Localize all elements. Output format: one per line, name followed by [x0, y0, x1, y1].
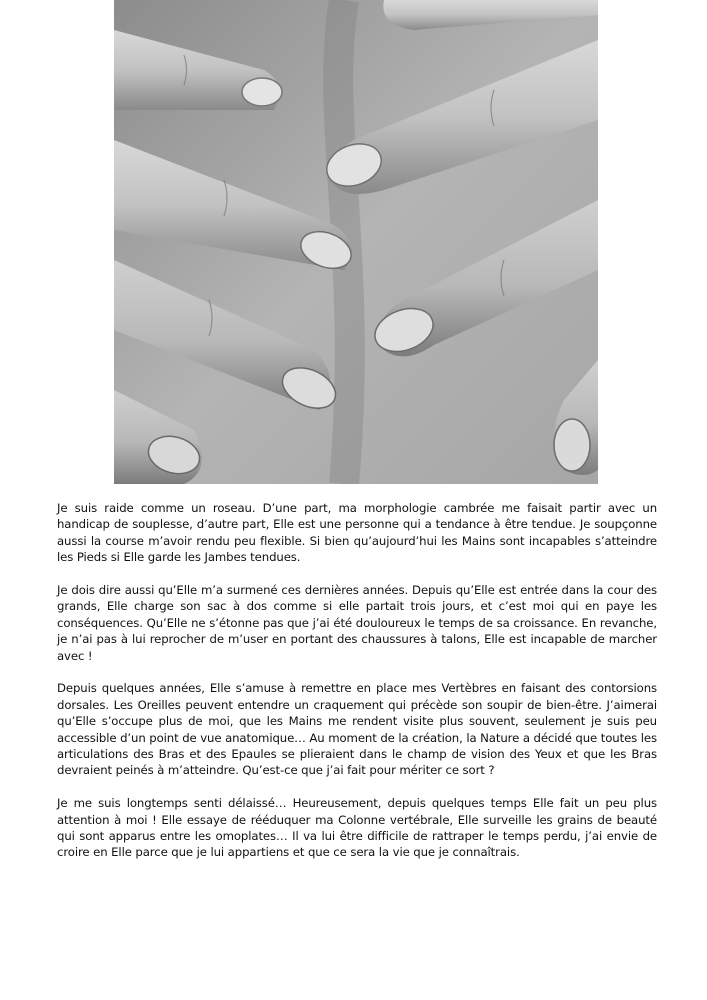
paragraph-3: Depuis quelques années, Elle s’amuse à remettre en place mes Vertèbres en faisant des contorsions dorsales. Les Oreilles peuvent entendre un craquement qui précède son soupir de bien-être. J’aimerai qu’Elle s’occupe plus de moi, que les Mains me rendent visite plus souvent, seulement je suis peu accessible d’un point de vue anatomique… Au moment de la création, la Nature a décidé que toutes les articulations des Bras et des Epaules se plieraient dans le champ de vision des Yeux et que les Bras devraient peinés à m’atteindre. Qu’est-ce que j’ai fait pour mériter ce sort ? [57, 681, 657, 778]
paragraph-1: Je suis raide comme un roseau. D’une part, ma morphologie cambrée me faisait partir avec un handicap de souplesse, d’autre part, Elle est une personne qui a tendance à être tendue. Je soupçonne aussi la course m’avoir rendu peu flexible. Si bien qu’aujourd’hui les Mains sont incapables s’atteindre les Pieds si Elle garde les Jambes tendues. [57, 501, 657, 565]
body-text [57, 500, 657, 877]
paragraph-4: Je me suis longtemps senti délaissé… Heureusement, depuis quelques temps Elle fait un peu plus attention à moi ! Elle essaye de rééduquer ma Colonne vertébrale, Elle surveille les grains de beauté qui sont apparus entre les omoplates… Il va lui être difficile de rattraper le temps perdu, j’ai envie de croire en Elle parce que je lui appartiens et que ce sera la vie que je connaîtrais. [57, 796, 657, 860]
hands-on-back-photo [114, 0, 598, 484]
paragraph-2: Je dois dire aussi qu’Elle m’a surmené ces dernières années. Depuis qu’Elle est entrée dans la cour des grands, Elle charge son sac à dos comme si elle partait trois jours, et c’est moi qui en paye les conséquences. Qu’Elle ne s’étonne pas que j’ai été douloureux le temps de sa croissance. En revanche, je n’ai pas à lui reprocher de m’user en portant des chaussures à talons, Elle est incapable de marcher avec ! [57, 583, 657, 663]
photo-illustration [114, 0, 598, 484]
